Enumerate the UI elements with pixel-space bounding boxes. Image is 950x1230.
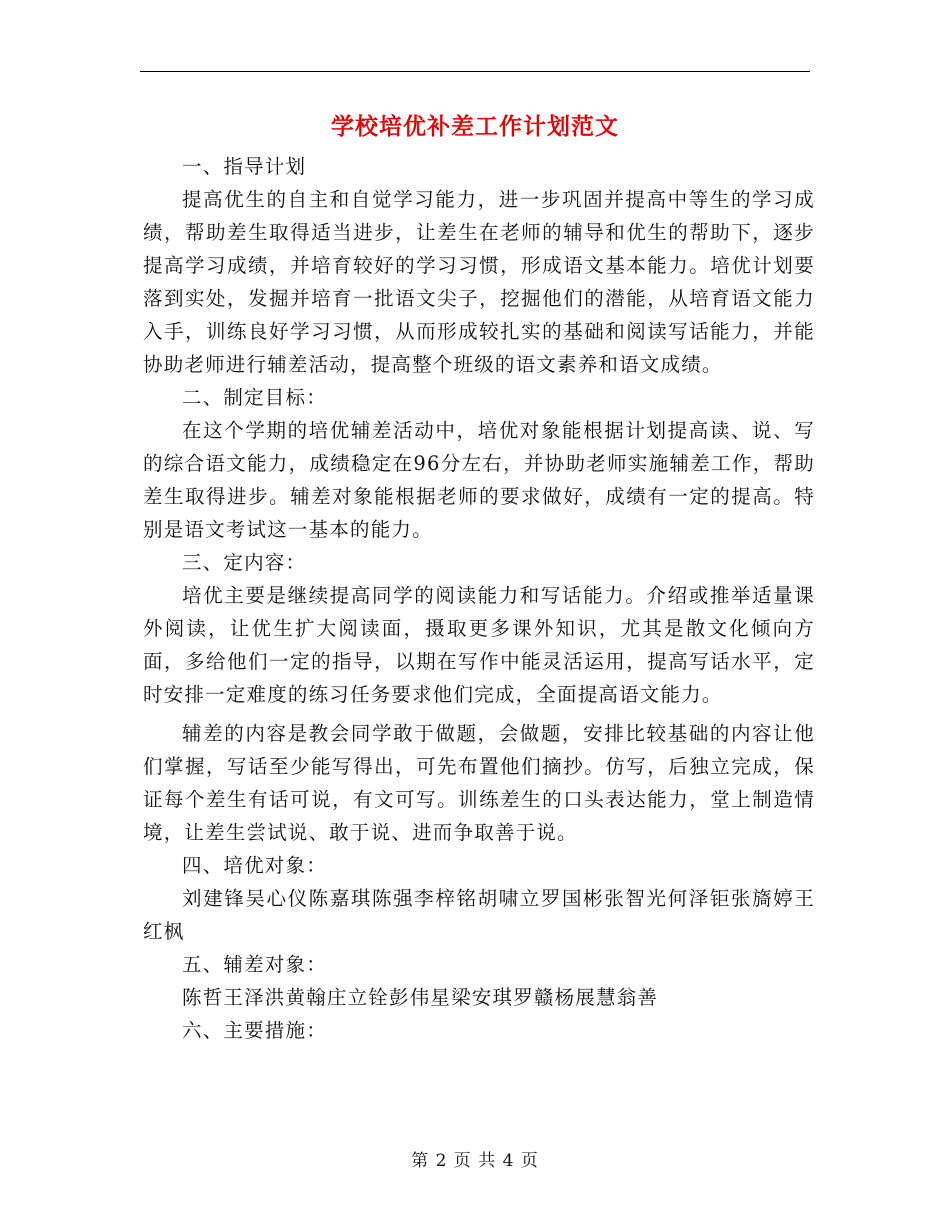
footer-prefix: 第: [411, 1151, 430, 1171]
page-footer: [0, 1146, 950, 1171]
section-heading-measures: 六、主要措施：: [182, 1019, 327, 1042]
paragraph-guidance: 提高优生的自主和自觉学习能力，进一步巩固并提高中等生的学习成绩，帮助差生取得适当进步，让差生在老师的辅导和优生的帮助下，逐步提高学习成绩，并培育较好的学习习惯，形成语文基本能力。培优计划要落到实处，发掘并培育一批语文尖子，挖掘他们的潜能，从培育语文能力入手，训练良好学习习惯，从而形成较扎实的基础和阅读写话能力，并能协助老师进行辅差活动，提高整个班级的语文素养和语文成绩。: [143, 188, 815, 376]
document-body: [143, 150, 815, 1047]
footer-middle: 页 共: [453, 1151, 497, 1171]
advanced-students-list: 刘建锋吴心仪陈嘉琪陈强李梓铭胡啸立罗国彬张智光何泽钜张旖婷王红枫: [143, 887, 815, 943]
section-heading-guidance: 一、指导计划: [182, 155, 307, 178]
footer-page-number: 2: [435, 1151, 448, 1171]
header-rule: [140, 71, 810, 72]
footer-total-pages: 4: [502, 1151, 515, 1171]
paragraph-content-advanced: 培优主要是继续提高同学的阅读能力和写话能力。介绍或推举适量课外阅读，让优生扩大阅读面，摄取更多课外知识，尤其是散文化倾向方面，多给他们一定的指导，以期在写作中能灵活运用，提高写话水平，定时安排一定难度的练习任务要求他们完成，全面提高语文能力。: [143, 584, 815, 706]
section-heading-goals: 二、制定目标：: [182, 386, 327, 409]
remedial-students-list: 陈哲王泽洪黄翰庄立铨彭伟星梁安琪罗赣杨展慧翁善: [182, 986, 659, 1009]
section-heading-advanced-students: 四、培优对象：: [182, 854, 327, 877]
document-title: 学校培优补差工作计划范文: [331, 113, 619, 140]
paragraph-content-remedial: 辅差的内容是教会同学敢于做题，会做题，安排比较基础的内容让他们掌握，写话至少能写得出，可先布置他们摘抄。仿写，后独立完成，保证每个差生有话可说，有文可写。训练差生的口头表达能力，堂上制造情境，让差生尝试说、敢于说、进而争取善于说。: [143, 722, 815, 844]
footer-suffix: 页: [520, 1151, 539, 1171]
paragraph-goals: 在这个学期的培优辅差活动中，培优对象能根据计划提高读、说、写的综合语文能力，成绩稳定在96分左右，并协助老师实施辅差工作，帮助差生取得进步。辅差对象能根据老师的要求做好，成绩有一定的提高。特别是语文考试这一基本的能力。: [143, 419, 815, 541]
section-heading-content: 三、定内容：: [182, 551, 307, 574]
section-heading-remedial-students: 五、辅差对象：: [182, 953, 327, 976]
